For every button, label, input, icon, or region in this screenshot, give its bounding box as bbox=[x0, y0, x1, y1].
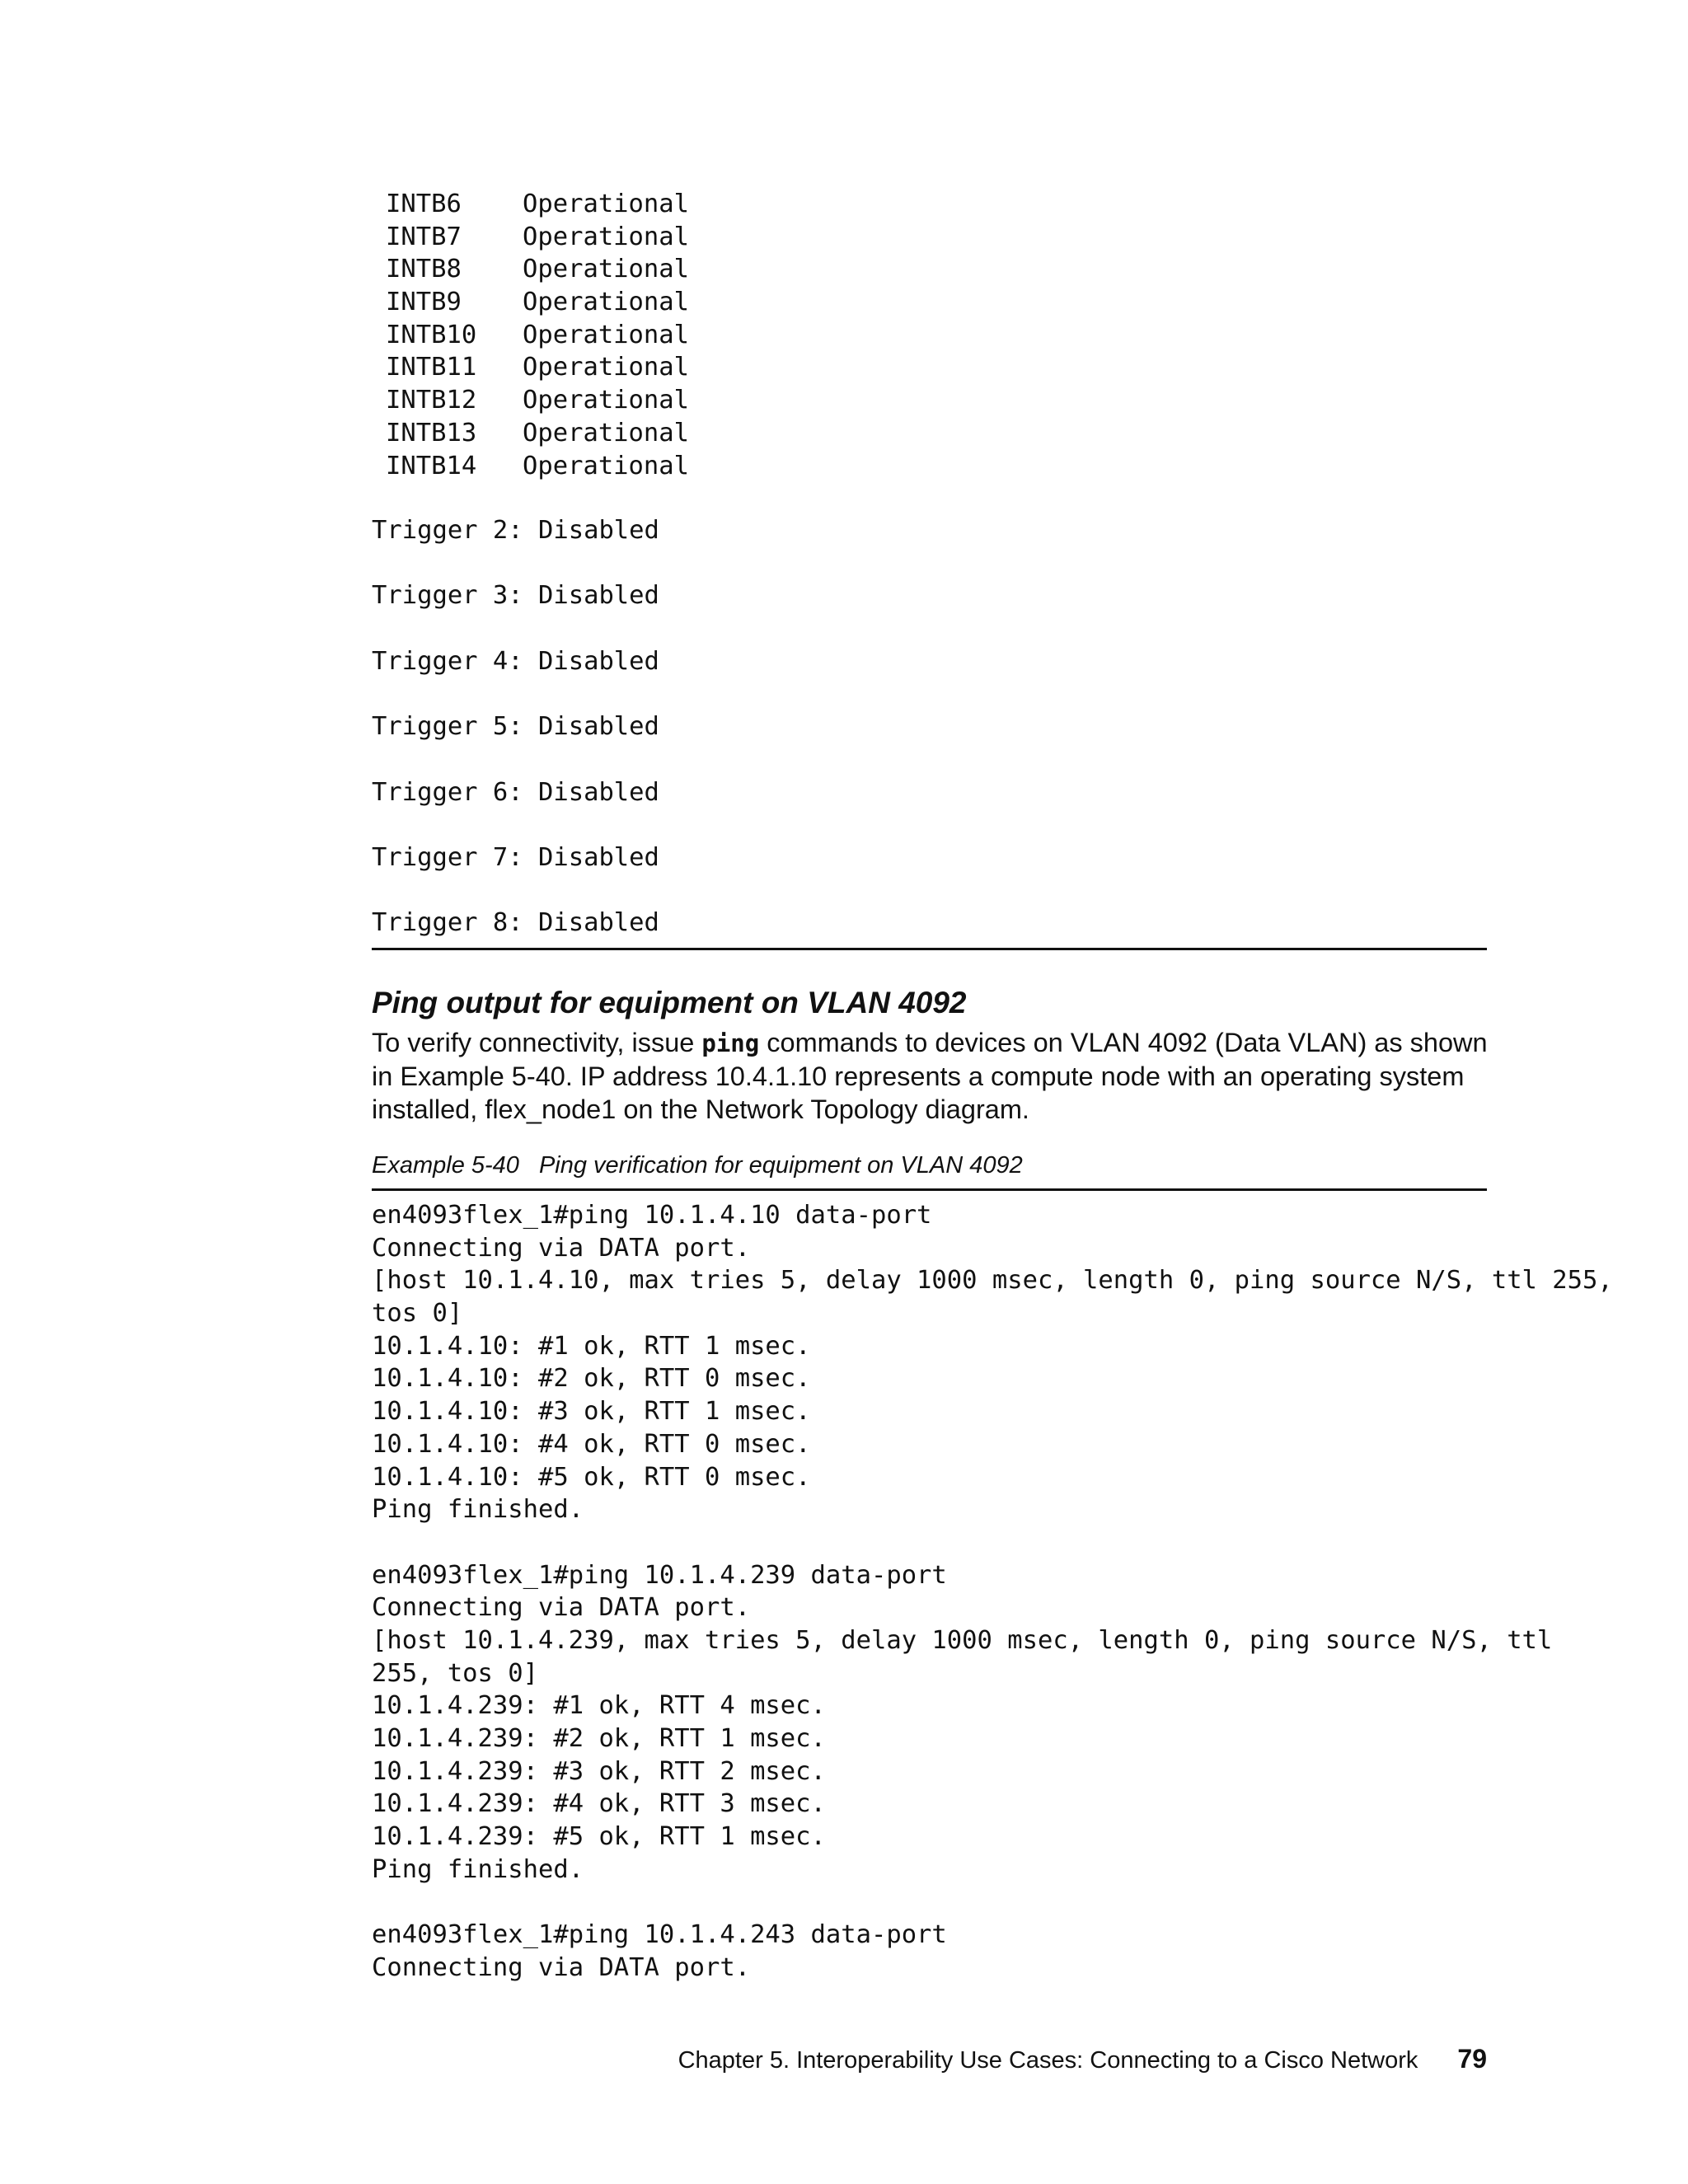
trigger-line: Trigger 6: Disabled bbox=[372, 777, 659, 807]
code-line: Ping finished. bbox=[372, 1495, 584, 1525]
code-line: 10.1.4.10: #3 ok, RTT 1 msec. bbox=[372, 1397, 811, 1427]
example-top-rule bbox=[372, 1188, 1487, 1191]
interface-port-name: INTB10 bbox=[386, 320, 477, 349]
interface-status: Operational bbox=[523, 222, 689, 251]
example-label: Example 5-40 bbox=[372, 1152, 519, 1179]
code-line: 10.1.4.10: #1 ok, RTT 1 msec. bbox=[372, 1331, 811, 1361]
code-line bbox=[372, 1526, 1493, 1559]
interface-status: Operational bbox=[523, 320, 689, 349]
code-line: 255, tos 0] bbox=[372, 1658, 538, 1688]
interface-row bbox=[372, 221, 1114, 254]
interface-row bbox=[372, 450, 1114, 483]
code-line: Connecting via DATA port. bbox=[372, 1233, 751, 1263]
code-line: [host 10.1.4.239, max tries 5, delay 1000 msec, length 0, ping source N/S, ttl bbox=[372, 1625, 1553, 1655]
interface-port-name: INTB11 bbox=[386, 353, 477, 382]
interface-status: Operational bbox=[523, 451, 689, 480]
code-line: tos 0] bbox=[372, 1299, 463, 1329]
code-line: Connecting via DATA port. bbox=[372, 1952, 751, 1982]
code-line: en4093flex_1#ping 10.1.4.10 data-port bbox=[372, 1201, 932, 1230]
interface-port-name: INTB7 bbox=[386, 222, 462, 251]
interface-port-name: INTB14 bbox=[386, 451, 477, 480]
interface-status: Operational bbox=[523, 255, 689, 284]
interface-row bbox=[372, 384, 1114, 417]
code-line: 10.1.4.239: #2 ok, RTT 1 msec. bbox=[372, 1724, 826, 1753]
interface-status: Operational bbox=[523, 418, 689, 448]
body-paragraph bbox=[372, 1026, 1493, 1126]
section-heading: Ping output for equipment on VLAN 4092 bbox=[372, 986, 967, 1019]
code-line: Ping finished. bbox=[372, 1854, 584, 1884]
example-title: Ping verification for equipment on VLAN 4092 bbox=[538, 1152, 1023, 1179]
paragraph-text-end: commands to devices on VLAN 4092 (Data VLAN) as shown in Example 5-40. IP address 10.4.1.10 represents a compute node with an operating system installed, flex_node1 on the Network Topology diagram. bbox=[372, 1028, 1488, 1124]
inline-code-ping: ping bbox=[701, 1029, 760, 1057]
trigger-line: Trigger 8: Disabled bbox=[372, 908, 659, 938]
code-block-bottom-rule bbox=[372, 948, 1487, 950]
interface-row bbox=[372, 417, 1114, 450]
code-line: 10.1.4.10: #5 ok, RTT 0 msec. bbox=[372, 1462, 811, 1492]
interface-status: Operational bbox=[523, 288, 689, 317]
interface-status: Operational bbox=[523, 353, 689, 382]
interface-port-name: INTB8 bbox=[386, 255, 462, 284]
trigger-line: Trigger 7: Disabled bbox=[372, 842, 659, 872]
code-line: 10.1.4.10: #2 ok, RTT 0 msec. bbox=[372, 1364, 811, 1394]
interface-row bbox=[372, 351, 1114, 384]
code-line: 10.1.4.239: #5 ok, RTT 1 msec. bbox=[372, 1822, 826, 1852]
interface-port-name: INTB9 bbox=[386, 288, 462, 317]
interface-port-name: INTB6 bbox=[386, 190, 462, 218]
trigger-line: Trigger 3: Disabled bbox=[372, 581, 659, 611]
interface-row bbox=[372, 253, 1114, 286]
code-line: 10.1.4.239: #4 ok, RTT 3 msec. bbox=[372, 1789, 826, 1819]
interface-row bbox=[372, 319, 1114, 352]
trigger-line: Trigger 5: Disabled bbox=[372, 712, 659, 742]
interface-status-table bbox=[372, 188, 1114, 482]
example-code-block bbox=[372, 1199, 1613, 1985]
trigger-line: Trigger 2: Disabled bbox=[372, 516, 659, 545]
code-line: 10.1.4.239: #3 ok, RTT 2 msec. bbox=[372, 1756, 826, 1786]
page-footer bbox=[577, 2044, 1487, 2074]
paragraph-text-start: To verify connectivity, issue bbox=[372, 1028, 702, 1057]
trigger-line: Trigger 4: Disabled bbox=[372, 646, 659, 676]
code-line: en4093flex_1#ping 10.1.4.243 data-port bbox=[372, 1920, 947, 1950]
interface-port-name: INTB13 bbox=[386, 418, 477, 448]
code-line: 10.1.4.239: #1 ok, RTT 4 msec. bbox=[372, 1691, 826, 1721]
code-line: Connecting via DATA port. bbox=[372, 1593, 751, 1623]
interface-port-name: INTB12 bbox=[386, 386, 477, 415]
interface-status: Operational bbox=[523, 386, 689, 415]
example-caption bbox=[372, 1151, 1023, 1180]
code-line: en4093flex_1#ping 10.1.4.239 data-port bbox=[372, 1560, 947, 1590]
interface-status: Operational bbox=[523, 190, 689, 218]
page-number: 79 bbox=[1457, 2044, 1487, 2074]
interface-row bbox=[372, 286, 1114, 319]
code-line bbox=[372, 1886, 1493, 1919]
interface-row bbox=[372, 188, 1114, 221]
trigger-status-list bbox=[372, 514, 1114, 972]
footer-chapter-title: Chapter 5. Interoperability Use Cases: Connecting to a Cisco Network bbox=[678, 2047, 1418, 2074]
code-line: [host 10.1.4.10, max tries 5, delay 1000 msec, length 0, ping source N/S, ttl 255, bbox=[372, 1266, 1613, 1296]
code-line: 10.1.4.10: #4 ok, RTT 0 msec. bbox=[372, 1429, 811, 1459]
